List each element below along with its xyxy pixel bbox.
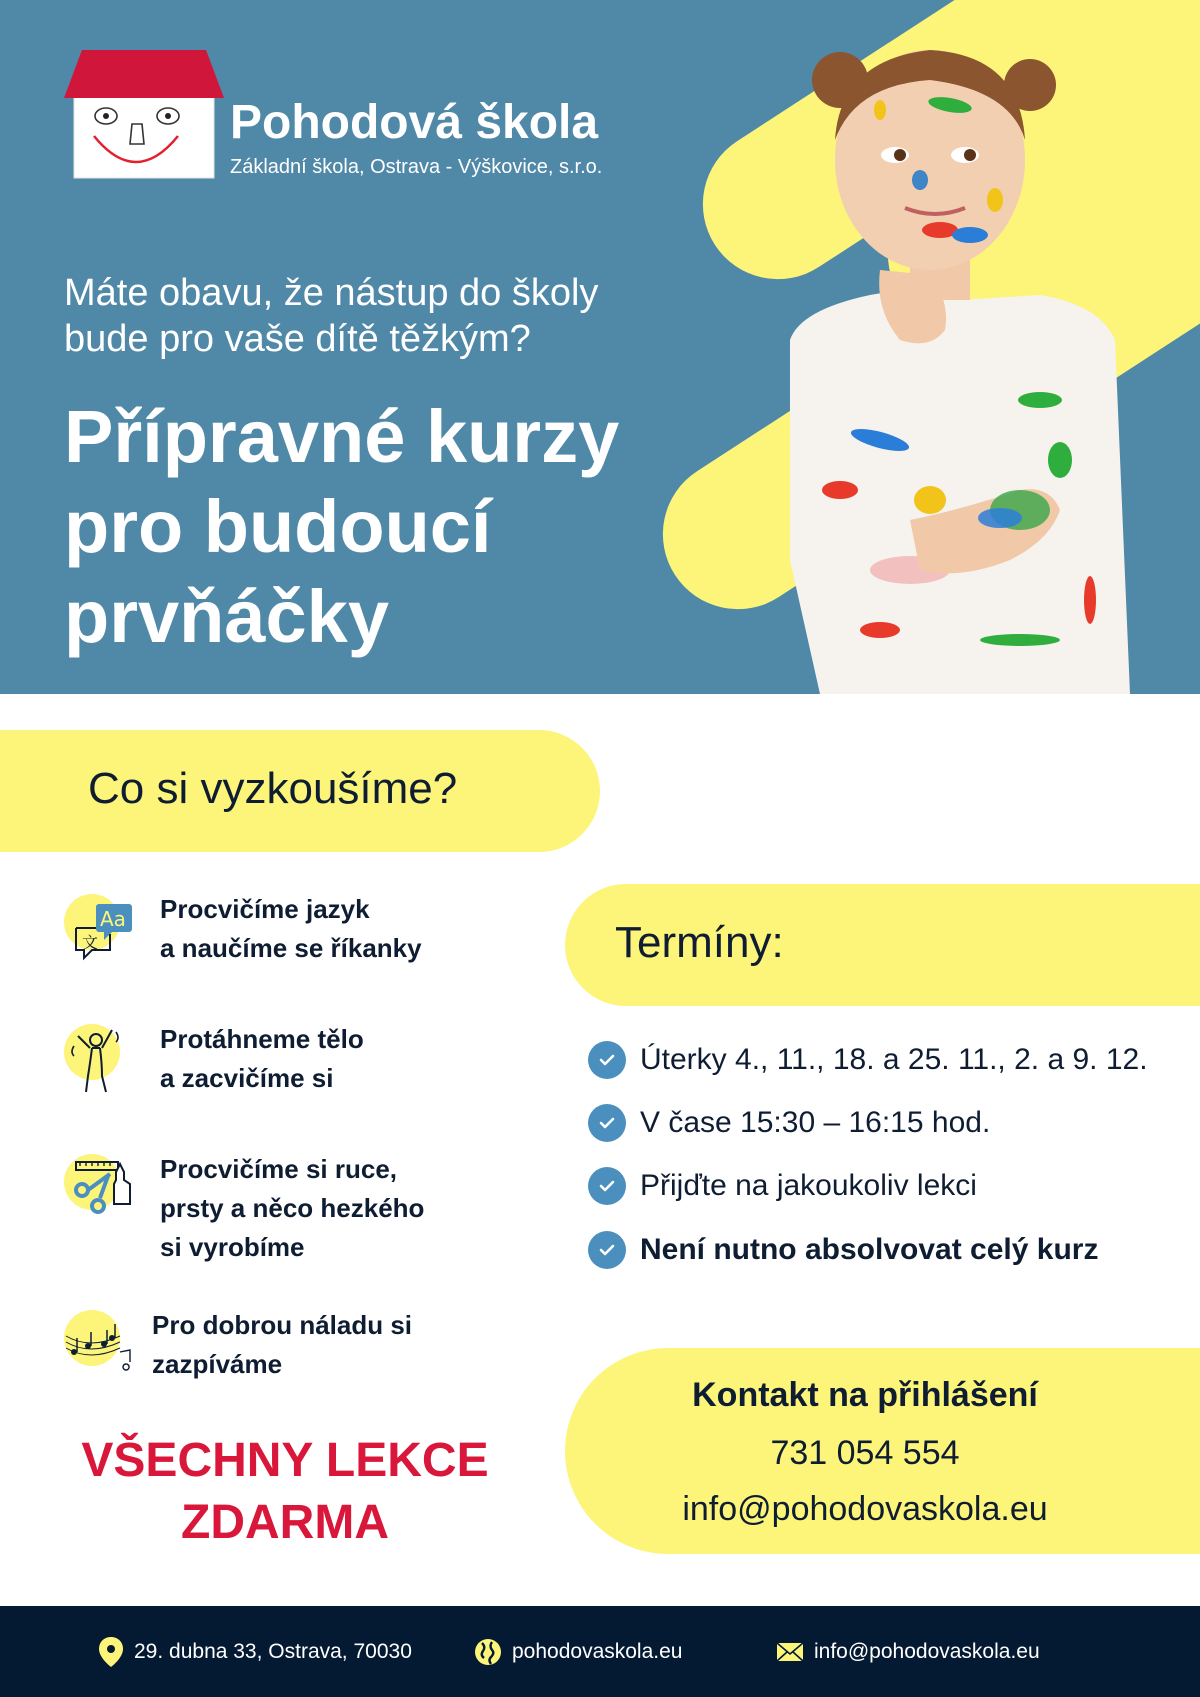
envelope-icon xyxy=(776,1641,804,1663)
term-item xyxy=(588,1166,977,1206)
globe-icon xyxy=(474,1638,502,1666)
activity-text-line: a naučíme se říkanky xyxy=(160,933,422,963)
hero-banner xyxy=(0,0,1200,694)
term-text: V čase 15:30 – 16:15 hod. xyxy=(640,1106,991,1139)
activities-heading-pill xyxy=(0,730,600,852)
free-banner-line: VŠECHNY LEKCE xyxy=(81,1434,489,1487)
activity-text-line: zazpíváme xyxy=(152,1349,283,1379)
footer-website[interactable] xyxy=(474,1636,682,1668)
brand-name: Pohodová škola xyxy=(230,96,599,149)
footer xyxy=(0,1606,1200,1697)
free-banner-line: ZDARMA xyxy=(181,1496,389,1549)
contact-email[interactable]: info@pohodovaskola.eu xyxy=(682,1490,1048,1528)
hero-title-line: prvňáčky xyxy=(64,575,389,658)
term-item xyxy=(588,1230,1098,1270)
check-circle-icon xyxy=(588,1041,626,1079)
all-lessons-free-banner xyxy=(40,1430,530,1554)
terms-heading-pill xyxy=(565,884,1200,1006)
footer-email[interactable] xyxy=(776,1636,1040,1668)
footer-address-text: 29. dubna 33, Ostrava, 70030 xyxy=(134,1640,412,1663)
activity-text-line: a zacvičíme si xyxy=(160,1063,334,1093)
footer-website-link[interactable]: pohodovaskola.eu xyxy=(512,1640,683,1663)
term-text: Úterky 4., 11., 18. a 25. 11., 2. a 9. 12. xyxy=(640,1043,1148,1076)
terms-heading: Termíny: xyxy=(615,918,784,967)
term-text: Přijďte na jakoukoliv lekci xyxy=(640,1169,977,1202)
check-circle-icon xyxy=(588,1231,626,1269)
music-notes-icon xyxy=(60,1306,140,1386)
term-item xyxy=(588,1040,1148,1080)
contact-box xyxy=(565,1348,1200,1554)
svg-text:Aa: Aa xyxy=(100,907,126,931)
hero-title xyxy=(64,392,684,662)
term-text: Není nutno absolvovat celý kurz xyxy=(640,1233,1099,1266)
hero-question xyxy=(64,270,684,362)
language-translate-icon xyxy=(60,890,140,970)
contact-phone[interactable]: 731 054 554 xyxy=(770,1434,960,1472)
activity-text-line: Pro dobrou náladu si xyxy=(152,1310,413,1340)
smiling-house-logo-icon xyxy=(64,50,224,180)
stretching-person-icon xyxy=(60,1020,140,1100)
hero-question-line: bude pro vaše dítě těžkým? xyxy=(64,318,531,360)
activity-text-line: prsty a něco hezkého xyxy=(160,1193,425,1223)
activity-text-line: Procvičíme jazyk xyxy=(160,894,370,924)
activity-text-line: Procvičíme si ruce, xyxy=(160,1154,398,1184)
footer-email-link[interactable]: info@pohodovaskola.eu xyxy=(814,1640,1040,1663)
activity-text-line: Protáhneme tělo xyxy=(160,1024,364,1054)
scissors-ruler-glue-icon xyxy=(60,1150,140,1230)
contact-title: Kontakt na přihlášení xyxy=(692,1376,1038,1414)
term-item xyxy=(588,1103,990,1143)
hero-title-line: Přípravné kurzy xyxy=(64,395,620,478)
location-pin-icon xyxy=(98,1636,124,1668)
activities-heading: Co si vyzkoušíme? xyxy=(88,764,458,813)
brand-subtitle: Základní škola, Ostrava - Výškovice, s.r.o. xyxy=(230,156,603,178)
hero-question-line: Máte obavu, že nástup do školy xyxy=(64,272,599,314)
hero-title-line: pro budoucí xyxy=(64,485,492,568)
check-circle-icon xyxy=(588,1104,626,1142)
girl-with-paint-photo xyxy=(760,40,1140,694)
activity-text-line: si vyrobíme xyxy=(160,1232,305,1262)
svg-text:文: 文 xyxy=(82,933,99,952)
check-circle-icon xyxy=(588,1167,626,1205)
footer-address xyxy=(98,1636,412,1668)
